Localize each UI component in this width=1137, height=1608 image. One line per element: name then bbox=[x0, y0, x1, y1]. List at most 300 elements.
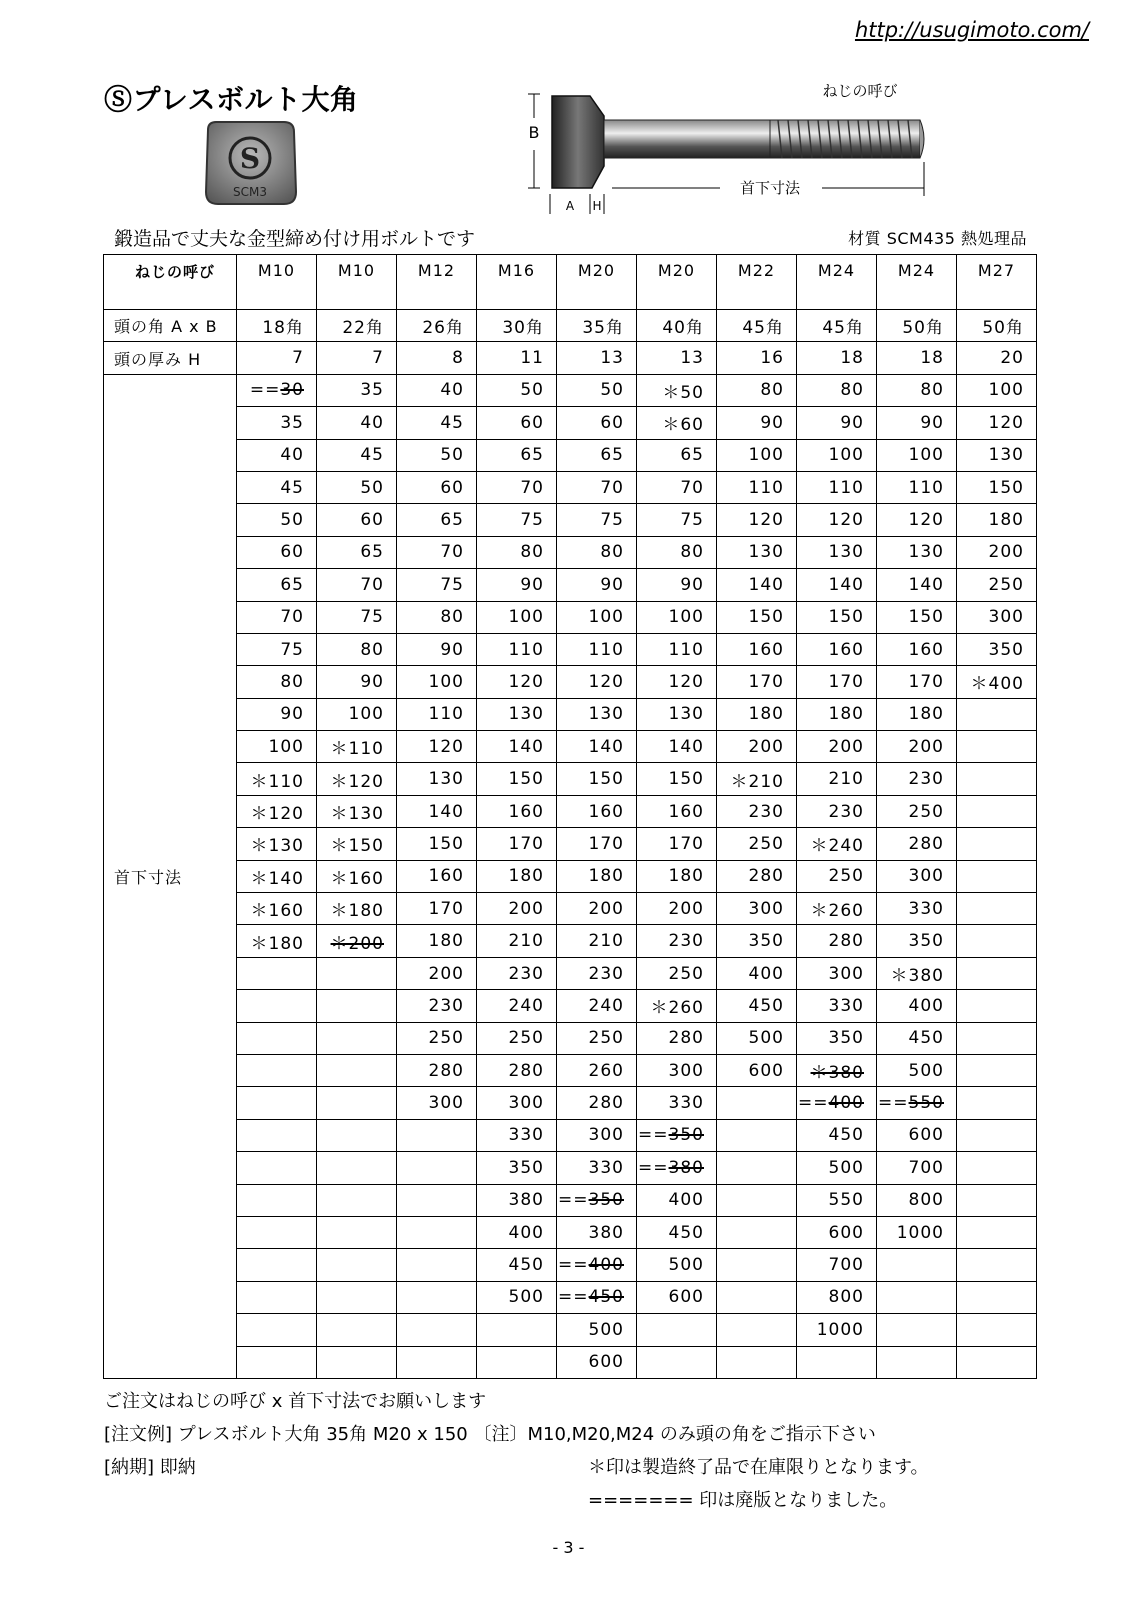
length-cell bbox=[317, 990, 397, 1022]
length-cell: 110 bbox=[557, 633, 637, 665]
length-cell bbox=[717, 1346, 797, 1378]
length-cell: 200 bbox=[797, 731, 877, 763]
head-thickness-label-row bbox=[104, 342, 1037, 374]
length-cell: 80 bbox=[637, 536, 717, 568]
length-cell: ＊380 bbox=[797, 1054, 877, 1086]
thread-size-cell: M20 bbox=[557, 255, 637, 310]
head-thickness-cell: 13 bbox=[637, 342, 717, 374]
length-label: 首下寸法 bbox=[104, 374, 237, 1378]
length-cell: 150 bbox=[397, 828, 477, 860]
length-cell: ＊260 bbox=[637, 990, 717, 1022]
length-cell bbox=[397, 1216, 477, 1248]
length-row bbox=[104, 860, 1037, 892]
length-cell: 170 bbox=[797, 666, 877, 698]
length-cell: 45 bbox=[237, 471, 317, 503]
length-cell: 450 bbox=[477, 1249, 557, 1281]
length-cell: 65 bbox=[237, 569, 317, 601]
length-cell: 200 bbox=[397, 957, 477, 989]
length-cell: 450 bbox=[637, 1216, 717, 1248]
length-cell: 90 bbox=[237, 698, 317, 730]
length-cell: 400 bbox=[637, 1184, 717, 1216]
length-cell bbox=[957, 698, 1037, 730]
length-cell: 70 bbox=[397, 536, 477, 568]
length-cell: 90 bbox=[637, 569, 717, 601]
length-cell: == 380 bbox=[637, 1152, 717, 1184]
length-cell: 75 bbox=[237, 633, 317, 665]
length-cell: 80 bbox=[717, 374, 797, 406]
length-cell: ＊120 bbox=[317, 763, 397, 795]
thread-size-cell: M12 bbox=[397, 255, 477, 310]
length-cell: 350 bbox=[717, 925, 797, 957]
length-cell: 130 bbox=[797, 536, 877, 568]
head-square-cell: 22角 bbox=[317, 310, 397, 342]
site-url[interactable]: http://usugimoto.com/ bbox=[854, 18, 1089, 42]
head-thickness-cell: 18 bbox=[797, 342, 877, 374]
length-cell: 130 bbox=[557, 698, 637, 730]
length-cell: 500 bbox=[797, 1152, 877, 1184]
length-cell: 70 bbox=[637, 471, 717, 503]
length-cell bbox=[957, 990, 1037, 1022]
length-cell: 280 bbox=[717, 860, 797, 892]
length-cell: 150 bbox=[637, 763, 717, 795]
length-cell bbox=[237, 1054, 317, 1086]
length-cell: 180 bbox=[397, 925, 477, 957]
label-length: 首下寸法 bbox=[739, 179, 801, 197]
length-cell: 110 bbox=[397, 698, 477, 730]
notes bbox=[104, 1385, 1004, 1511]
length-cell: 50 bbox=[557, 374, 637, 406]
length-cell: 110 bbox=[637, 633, 717, 665]
length-cell: 80 bbox=[877, 374, 957, 406]
length-cell: ＊150 bbox=[317, 828, 397, 860]
length-cell: ＊180 bbox=[317, 893, 397, 925]
length-cell: 100 bbox=[957, 374, 1037, 406]
length-row bbox=[104, 828, 1037, 860]
length-cell: 130 bbox=[477, 698, 557, 730]
length-cell bbox=[317, 957, 397, 989]
length-cell bbox=[717, 1314, 797, 1346]
intro-text: 鍛造品で丈夫な金型締め付け用ボルトです bbox=[114, 228, 476, 250]
length-cell: == 400 bbox=[557, 1249, 637, 1281]
head-square-cell: 30角 bbox=[477, 310, 557, 342]
length-cell: 180 bbox=[637, 860, 717, 892]
thread-size-cell: M22 bbox=[717, 255, 797, 310]
length-cell: 230 bbox=[477, 957, 557, 989]
length-cell: 180 bbox=[957, 504, 1037, 536]
head-square-cell: 40角 bbox=[637, 310, 717, 342]
length-row bbox=[104, 698, 1037, 730]
length-cell: ＊210 bbox=[717, 763, 797, 795]
length-row bbox=[104, 633, 1037, 665]
length-cell: 100 bbox=[717, 439, 797, 471]
length-cell: 50 bbox=[397, 439, 477, 471]
length-cell: 120 bbox=[637, 666, 717, 698]
length-cell: 160 bbox=[477, 795, 557, 827]
length-cell bbox=[397, 1249, 477, 1281]
page-title: Ⓢプレスボルト大角 bbox=[104, 83, 359, 116]
length-cell: 240 bbox=[477, 990, 557, 1022]
head-thickness-cell: 7 bbox=[317, 342, 397, 374]
length-cell bbox=[957, 1087, 1037, 1119]
length-cell bbox=[957, 1054, 1037, 1086]
length-cell: 400 bbox=[477, 1216, 557, 1248]
length-cell: 200 bbox=[477, 893, 557, 925]
length-cell bbox=[957, 731, 1037, 763]
length-cell bbox=[397, 1281, 477, 1313]
length-cell: 280 bbox=[637, 1022, 717, 1054]
length-cell: 60 bbox=[237, 536, 317, 568]
length-cell: 210 bbox=[557, 925, 637, 957]
length-cell: 600 bbox=[877, 1119, 957, 1151]
length-row bbox=[104, 1249, 1037, 1281]
length-cell bbox=[957, 1346, 1037, 1378]
stamp-image bbox=[202, 120, 298, 206]
head-thickness-cell: 7 bbox=[237, 342, 317, 374]
length-cell: ＊160 bbox=[237, 893, 317, 925]
length-cell bbox=[317, 1152, 397, 1184]
length-cell: 140 bbox=[557, 731, 637, 763]
length-cell: 150 bbox=[797, 601, 877, 633]
length-cell: 300 bbox=[637, 1054, 717, 1086]
length-cell: 300 bbox=[397, 1087, 477, 1119]
length-cell: 300 bbox=[557, 1119, 637, 1151]
length-cell bbox=[717, 1152, 797, 1184]
length-cell: 170 bbox=[717, 666, 797, 698]
length-cell: 160 bbox=[797, 633, 877, 665]
length-cell: 100 bbox=[317, 698, 397, 730]
length-cell bbox=[317, 1346, 397, 1378]
length-cell: 180 bbox=[557, 860, 637, 892]
length-cell: 90 bbox=[717, 407, 797, 439]
material-text: 材質 SCM435 熱処理品 bbox=[848, 229, 1027, 248]
length-cell: 400 bbox=[717, 957, 797, 989]
length-cell: 140 bbox=[637, 731, 717, 763]
length-cell: 500 bbox=[557, 1314, 637, 1346]
length-cell bbox=[957, 828, 1037, 860]
length-cell: 150 bbox=[957, 471, 1037, 503]
length-cell: == 400 bbox=[797, 1087, 877, 1119]
length-cell: 90 bbox=[317, 666, 397, 698]
length-cell bbox=[317, 1054, 397, 1086]
length-cell: 500 bbox=[877, 1054, 957, 1086]
length-cell: 700 bbox=[797, 1249, 877, 1281]
length-cell: 500 bbox=[637, 1249, 717, 1281]
length-cell bbox=[317, 1249, 397, 1281]
length-cell: 120 bbox=[957, 407, 1037, 439]
length-cell: 60 bbox=[397, 471, 477, 503]
head-thickness-cell: 11 bbox=[477, 342, 557, 374]
head-thickness-cell: 16 bbox=[717, 342, 797, 374]
length-cell: == 350 bbox=[637, 1119, 717, 1151]
length-cell: == 350 bbox=[557, 1184, 637, 1216]
length-cell: 40 bbox=[317, 407, 397, 439]
length-cell: 75 bbox=[637, 504, 717, 536]
length-row bbox=[104, 1346, 1037, 1378]
length-cell: 130 bbox=[957, 439, 1037, 471]
length-cell bbox=[877, 1346, 957, 1378]
length-cell: 250 bbox=[797, 860, 877, 892]
length-cell: 120 bbox=[397, 731, 477, 763]
length-cell bbox=[957, 860, 1037, 892]
length-cell: 230 bbox=[797, 795, 877, 827]
length-cell: 75 bbox=[397, 569, 477, 601]
length-cell bbox=[717, 1216, 797, 1248]
head-square-cell: 45角 bbox=[797, 310, 877, 342]
note-delivery-row bbox=[104, 1451, 1004, 1484]
length-cell bbox=[237, 1314, 317, 1346]
length-cell: 90 bbox=[877, 407, 957, 439]
length-cell bbox=[317, 1119, 397, 1151]
length-cell: 80 bbox=[797, 374, 877, 406]
stamp-text: SCM3 bbox=[233, 185, 267, 199]
length-row bbox=[104, 731, 1037, 763]
length-cell: 180 bbox=[797, 698, 877, 730]
length-cell: 250 bbox=[957, 569, 1037, 601]
length-cell: 140 bbox=[397, 795, 477, 827]
label-b: B bbox=[528, 123, 540, 142]
head-square-label-row bbox=[104, 310, 1037, 342]
length-cell bbox=[237, 1022, 317, 1054]
length-cell: 100 bbox=[797, 439, 877, 471]
length-cell: 90 bbox=[797, 407, 877, 439]
length-cell: 75 bbox=[317, 601, 397, 633]
length-cell: 600 bbox=[797, 1216, 877, 1248]
length-cell: 120 bbox=[717, 504, 797, 536]
length-cell: 45 bbox=[397, 407, 477, 439]
length-cell: 90 bbox=[397, 633, 477, 665]
length-cell: ＊180 bbox=[237, 925, 317, 957]
length-row bbox=[104, 569, 1037, 601]
length-row bbox=[104, 1281, 1037, 1313]
length-cell: 100 bbox=[397, 666, 477, 698]
length-cell: 300 bbox=[797, 957, 877, 989]
length-row bbox=[104, 504, 1037, 536]
length-cell: 80 bbox=[237, 666, 317, 698]
length-cell: 500 bbox=[717, 1022, 797, 1054]
length-cell: 350 bbox=[957, 633, 1037, 665]
length-row bbox=[104, 763, 1037, 795]
length-cell: 330 bbox=[557, 1152, 637, 1184]
length-cell: 250 bbox=[477, 1022, 557, 1054]
length-cell bbox=[237, 1346, 317, 1378]
thread-size-cell: M24 bbox=[797, 255, 877, 310]
thread-size-cell: M20 bbox=[637, 255, 717, 310]
length-cell: 280 bbox=[877, 828, 957, 860]
length-cell: 50 bbox=[477, 374, 557, 406]
length-cell: 250 bbox=[877, 795, 957, 827]
head-square-cell: 50角 bbox=[957, 310, 1037, 342]
length-cell: 300 bbox=[957, 601, 1037, 633]
length-cell bbox=[317, 1184, 397, 1216]
length-cell: 180 bbox=[477, 860, 557, 892]
length-cell: 40 bbox=[397, 374, 477, 406]
length-cell bbox=[397, 1184, 477, 1216]
svg-text:S: S bbox=[239, 142, 261, 175]
length-cell bbox=[637, 1346, 717, 1378]
length-cell: 70 bbox=[317, 569, 397, 601]
head-square-label: 頭の角 A x B bbox=[104, 310, 237, 342]
length-cell: 70 bbox=[237, 601, 317, 633]
length-row bbox=[104, 1314, 1037, 1346]
length-cell: 380 bbox=[477, 1184, 557, 1216]
length-row bbox=[104, 893, 1037, 925]
length-cell: 140 bbox=[877, 569, 957, 601]
length-cell bbox=[957, 1281, 1037, 1313]
length-cell: 120 bbox=[797, 504, 877, 536]
length-cell bbox=[397, 1152, 477, 1184]
length-cell bbox=[397, 1346, 477, 1378]
length-cell: 210 bbox=[477, 925, 557, 957]
spec-table bbox=[103, 254, 1037, 1379]
length-cell bbox=[957, 1216, 1037, 1248]
length-cell: 450 bbox=[877, 1022, 957, 1054]
length-cell bbox=[957, 795, 1037, 827]
length-cell: 140 bbox=[797, 569, 877, 601]
length-cell bbox=[237, 990, 317, 1022]
head-square-cell: 45角 bbox=[717, 310, 797, 342]
length-cell: 160 bbox=[717, 633, 797, 665]
length-cell: 330 bbox=[797, 990, 877, 1022]
length-cell: 160 bbox=[877, 633, 957, 665]
length-cell: 60 bbox=[557, 407, 637, 439]
length-cell: 130 bbox=[877, 536, 957, 568]
length-cell: 280 bbox=[477, 1054, 557, 1086]
length-cell bbox=[317, 1022, 397, 1054]
length-cell: 450 bbox=[717, 990, 797, 1022]
length-cell: 200 bbox=[877, 731, 957, 763]
length-cell: 90 bbox=[477, 569, 557, 601]
length-cell bbox=[237, 1216, 317, 1248]
length-cell: 400 bbox=[877, 990, 957, 1022]
length-cell: 260 bbox=[557, 1054, 637, 1086]
length-cell: 200 bbox=[637, 893, 717, 925]
thread-size-label: ねじの呼び bbox=[104, 255, 237, 310]
length-cell: 75 bbox=[557, 504, 637, 536]
length-cell bbox=[717, 1087, 797, 1119]
length-cell bbox=[877, 1314, 957, 1346]
length-cell: ＊200 bbox=[317, 925, 397, 957]
length-cell: 170 bbox=[877, 666, 957, 698]
length-cell: 60 bbox=[477, 407, 557, 439]
length-cell bbox=[237, 1281, 317, 1313]
label-thread: ねじの呼び bbox=[822, 82, 898, 100]
length-row bbox=[104, 536, 1037, 568]
length-cell: 70 bbox=[477, 471, 557, 503]
length-cell: 110 bbox=[717, 471, 797, 503]
length-cell bbox=[317, 1216, 397, 1248]
length-cell bbox=[957, 1184, 1037, 1216]
length-cell: 65 bbox=[557, 439, 637, 471]
length-cell: 80 bbox=[397, 601, 477, 633]
length-cell: 700 bbox=[877, 1152, 957, 1184]
length-cell bbox=[957, 1152, 1037, 1184]
length-cell: 450 bbox=[797, 1119, 877, 1151]
length-cell bbox=[237, 1184, 317, 1216]
length-cell: 600 bbox=[557, 1346, 637, 1378]
head-thickness-label: 頭の厚み H bbox=[104, 342, 237, 374]
length-cell bbox=[477, 1346, 557, 1378]
length-row bbox=[104, 957, 1037, 989]
length-cell: 35 bbox=[237, 407, 317, 439]
length-cell bbox=[317, 1281, 397, 1313]
head-square-cell: 18角 bbox=[237, 310, 317, 342]
length-cell: 120 bbox=[477, 666, 557, 698]
length-cell: ＊260 bbox=[797, 893, 877, 925]
length-cell: 240 bbox=[557, 990, 637, 1022]
length-cell: ＊140 bbox=[237, 860, 317, 892]
length-cell bbox=[237, 1087, 317, 1119]
length-cell: ＊50 bbox=[637, 374, 717, 406]
length-cell bbox=[717, 1249, 797, 1281]
note-order: ご注文はねじの呼び x 首下寸法でお願いします bbox=[104, 1391, 487, 1412]
length-cell: 65 bbox=[397, 504, 477, 536]
length-cell: ＊380 bbox=[877, 957, 957, 989]
length-cell: 150 bbox=[717, 601, 797, 633]
length-cell: 160 bbox=[637, 795, 717, 827]
head-thickness-cell: 8 bbox=[397, 342, 477, 374]
length-cell: 100 bbox=[237, 731, 317, 763]
length-cell: 230 bbox=[397, 990, 477, 1022]
length-cell bbox=[397, 1119, 477, 1151]
length-cell: 330 bbox=[637, 1087, 717, 1119]
head-thickness-cell: 20 bbox=[957, 342, 1037, 374]
length-cell bbox=[477, 1314, 557, 1346]
length-row bbox=[104, 1022, 1037, 1054]
thread-size-label-row bbox=[104, 255, 1037, 310]
length-cell: 200 bbox=[557, 893, 637, 925]
length-cell: 170 bbox=[477, 828, 557, 860]
thread-size-cell: M24 bbox=[877, 255, 957, 310]
length-cell: 110 bbox=[877, 471, 957, 503]
length-cell: 230 bbox=[557, 957, 637, 989]
length-row bbox=[104, 471, 1037, 503]
length-cell: 280 bbox=[797, 925, 877, 957]
note-delivery: [納期] 即納 bbox=[104, 1457, 196, 1478]
length-cell: 35 bbox=[317, 374, 397, 406]
length-cell: ＊130 bbox=[317, 795, 397, 827]
length-row bbox=[104, 1054, 1037, 1086]
head-square-cell: 50角 bbox=[877, 310, 957, 342]
length-cell: 150 bbox=[557, 763, 637, 795]
length-cell: 500 bbox=[477, 1281, 557, 1313]
label-a: A bbox=[565, 199, 575, 213]
length-cell: 65 bbox=[637, 439, 717, 471]
length-cell: 350 bbox=[477, 1152, 557, 1184]
length-cell: 100 bbox=[477, 601, 557, 633]
head-square-cell: 26角 bbox=[397, 310, 477, 342]
length-row bbox=[104, 601, 1037, 633]
length-cell: 130 bbox=[717, 536, 797, 568]
length-row bbox=[104, 990, 1037, 1022]
length-row bbox=[104, 795, 1037, 827]
thread-size-cell: M10 bbox=[237, 255, 317, 310]
length-cell bbox=[317, 1087, 397, 1119]
length-cell bbox=[237, 1119, 317, 1151]
length-cell: 180 bbox=[717, 698, 797, 730]
length-row bbox=[104, 439, 1037, 471]
length-cell bbox=[237, 1152, 317, 1184]
length-cell bbox=[957, 893, 1037, 925]
length-cell: 80 bbox=[557, 536, 637, 568]
length-row bbox=[104, 925, 1037, 957]
length-cell: 60 bbox=[317, 504, 397, 536]
note-discontinued: ＊印は製造終了品で在庫限りとなります。 bbox=[588, 1457, 929, 1478]
length-cell bbox=[957, 1119, 1037, 1151]
length-cell: 130 bbox=[397, 763, 477, 795]
length-cell: 150 bbox=[877, 601, 957, 633]
length-cell: 140 bbox=[717, 569, 797, 601]
length-cell: 800 bbox=[877, 1184, 957, 1216]
